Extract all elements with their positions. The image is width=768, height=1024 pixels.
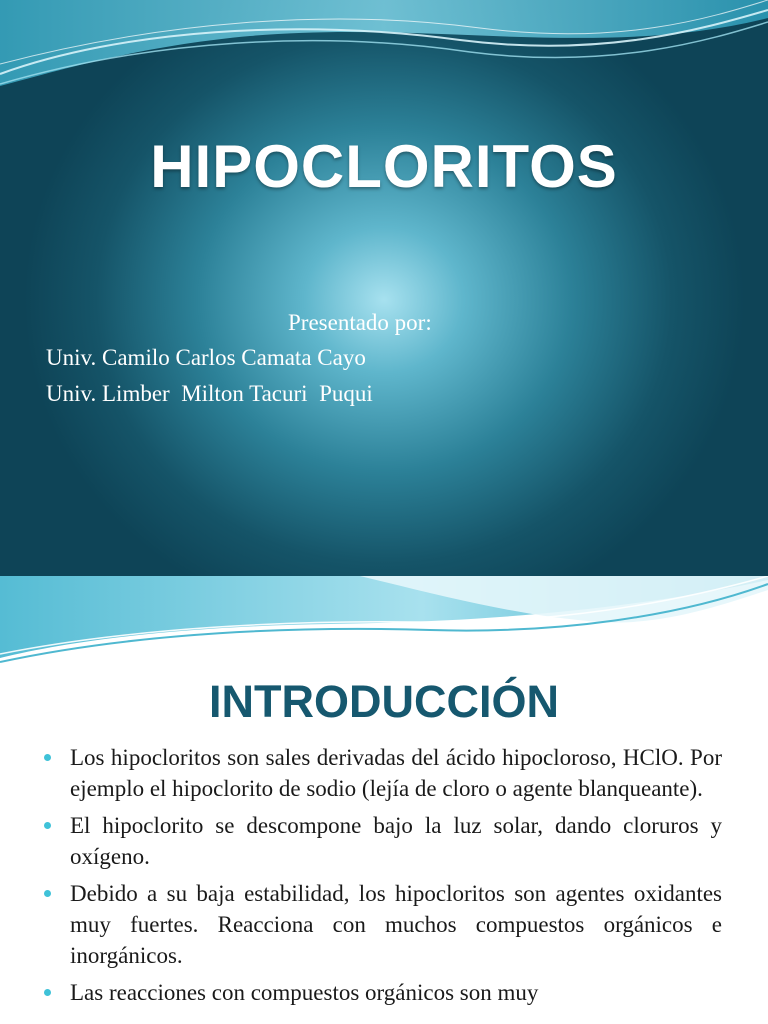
list-item bbox=[44, 742, 722, 804]
top-wave-decoration bbox=[0, 0, 768, 110]
list-item bbox=[44, 977, 722, 1008]
bullet-icon bbox=[44, 754, 51, 761]
author-name: Univ. Limber Milton Tacuri Puqui bbox=[46, 381, 373, 406]
presented-by-label: Presentado por: bbox=[288, 310, 432, 335]
slide-title: INTRODUCCIÓN bbox=[209, 676, 559, 727]
content-slide bbox=[0, 576, 768, 1024]
bullet-icon bbox=[44, 822, 51, 829]
list-item bbox=[44, 810, 722, 872]
bullet-text: Los hipocloritos son sales derivadas del ácido hipocloroso, HClO. Por ejemplo el hipoclorito de sodio (lejía de cloro o agente blanqueante). bbox=[70, 745, 722, 801]
presentation-title: HIPOCLORITOS bbox=[150, 133, 618, 200]
bullet-text: El hipoclorito se descompone bajo la luz solar, dando cloruros y oxígeno. bbox=[70, 813, 722, 869]
bullet-text: Las reacciones con compuestos orgánicos son muy bbox=[70, 980, 539, 1005]
author-name: Univ. Camilo Carlos Camata Cayo bbox=[46, 345, 366, 370]
bullet-text: Debido a su baja estabilidad, los hipocloritos son agentes oxidantes muy fuertes. Reacciona con muchos compuestos orgánicos e inorgánicos. bbox=[70, 881, 722, 968]
bullet-icon bbox=[44, 890, 51, 897]
list-item bbox=[44, 878, 722, 971]
bullet-icon bbox=[44, 989, 51, 996]
slide-wave-decoration bbox=[0, 576, 768, 672]
bullet-list bbox=[44, 742, 722, 1014]
